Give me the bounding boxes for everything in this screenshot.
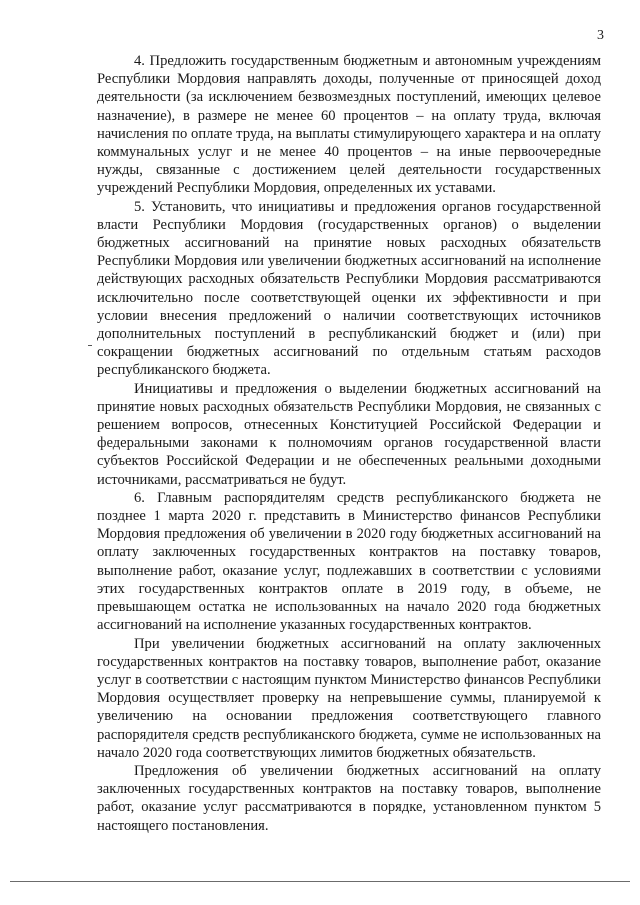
document-body xyxy=(97,52,601,835)
paragraph-initiatives: Инициативы и предложения о выделении бюджетных ассигнований на принятие новых расходных обязательств Республики Мордовия, не связанных с решением вопросов, отнесенных Конституцией Российской Федерации и федеральными законами к полномочиям органов государственной власти субъектов Российской Федерации и не обеспеченных реальными доходными источниками, рассматриваться не будут. xyxy=(97,380,601,488)
paragraph-item-4: 4. Предложить государственным бюджетным и автономным учреждениям Республики Мордовия направлять доходы, полученные от приносящей доход деятельности (за исключением безвозмездных поступлений, имеющих целевое назначение), в размере не менее 60 процентов – на оплату труда, включая начисления по оплате труда, на выплаты стимулирующего характера и на оплату коммунальных услуг и не менее 40 процентов – на иные первоочередные нужды, связанные с достижением целей деятельности государственных учреждений Республики Мордовия, определенных их уставами. xyxy=(97,53,601,197)
page-number: 3 xyxy=(597,28,604,43)
paragraph-item-5: 5. Установить, что инициативы и предложения органов государственной власти Республики Мордовия (государственных органов) о выделении бюджетных ассигнований на принятие новых расходных обязательств Республики Мордовия или увеличении бюджетных ассигнований на исполнение действующих расходных обязательств Республики Мордовия рассматриваются исключительно после соответствующей оценки их эффективности и при условии внесения предложений о наличии соответствующих источников дополнительных поступлений в республиканский бюджет и (или) при сокращении бюджетных ассигнований по отдельным статьям расходов республиканского бюджета. xyxy=(97,198,601,379)
paragraph-proposals-procedure: Предложения об увеличении бюджетных ассигнований на оплату заключенных государственных контрактов на поставку товаров, выполнение работ, оказание услуг рассматриваются в порядке, установленном пунктом 5 настоящего постановления. xyxy=(97,762,601,834)
page-bottom-border xyxy=(10,881,630,882)
paragraph-increase-check: При увеличении бюджетных ассигнований на оплату заключенных государственных контрактов на поставку товаров, выполнение работ, оказание услуг в соответствии с настоящим пунктом Министерство финансов Республики Мордовия осуществляет проверку на непревышение суммы, планируемой к увеличению на основании предложения соответствующего главного распорядителя средств республиканского бюджета, сумме не использованных на начало 2020 года соответствующих лимитов бюджетных обязательств. xyxy=(97,635,601,761)
margin-mark xyxy=(88,345,92,346)
paragraph-item-6: 6. Главным распорядителям средств республиканского бюджета не позднее 1 марта 2020 г. представить в Министерство финансов Республики Мордовия предложения об увеличении в 2020 году бюджетных ассигнований на оплату заключенных государственных контрактов на поставку товаров, выполнение работ, оказание услуг, подлежавших в соответствии с условиями этих государственных контрактов оплате в 2019 году, в объеме, не превышающем остатка не использованных на начало 2020 года бюджетных ассигнований на исполнение указанных государственных контрактов. xyxy=(97,489,601,634)
